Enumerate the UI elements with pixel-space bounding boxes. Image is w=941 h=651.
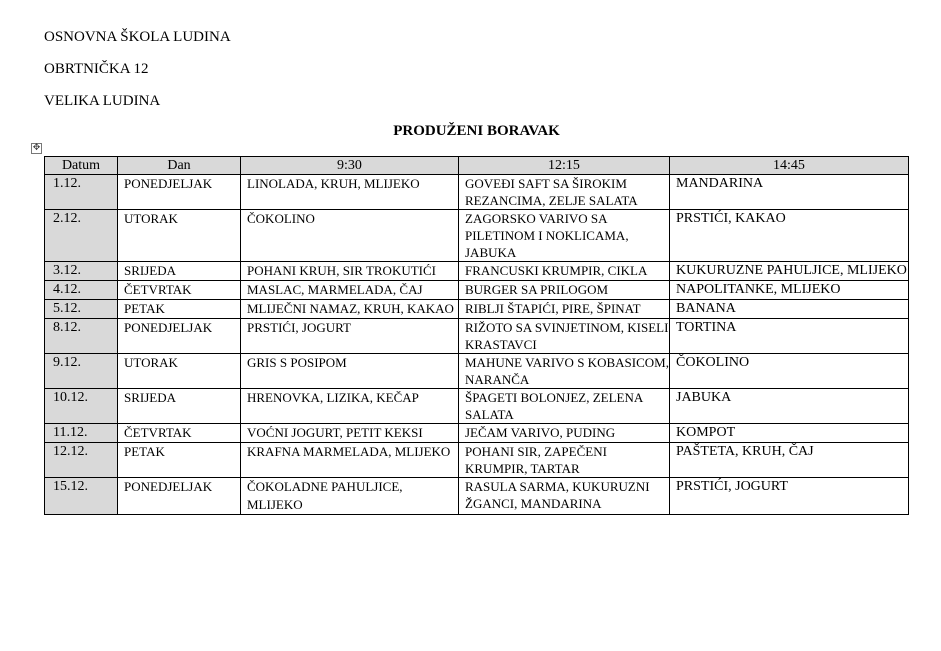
afternoon-meal-cell: KOMPOT — [670, 424, 909, 443]
afternoon-meal-cell: KUKURUZNE PAHULJICE, MLIJEKO — [670, 262, 909, 281]
day-cell: SRIJEDA — [118, 389, 241, 424]
column-header-lunch: 12:15 — [459, 157, 670, 175]
lunch-meal-cell: ZAGORSKO VARIVO SA PILETINOM I NOKLICAMA, JABUKA — [459, 210, 670, 262]
column-header-day: Dan — [118, 157, 241, 175]
day-cell: PETAK — [118, 443, 241, 478]
day-cell: ČETVRTAK — [118, 281, 241, 300]
table-row — [45, 175, 909, 210]
school-street: OBRTNIČKA 12 — [44, 61, 149, 77]
document-title: PRODUŽENI BORAVAK — [393, 123, 560, 139]
table-header-row — [45, 157, 909, 175]
table-row — [45, 210, 909, 262]
lunch-meal-cell: GOVEĐI SAFT SA ŠIROKIM REZANCIMA, ZELJE SALATA — [459, 175, 670, 210]
school-city: VELIKA LUDINA — [44, 93, 161, 109]
morning-meal-cell: PRSTIĆI, JOGURT — [241, 319, 459, 354]
morning-meal-cell: ČOKOLADNE PAHULJICE, MLIJEKO — [241, 478, 459, 515]
table-row — [45, 443, 909, 478]
lunch-meal-cell: ŠPAGETI BOLONJEZ, ZELENA SALATA — [459, 389, 670, 424]
afternoon-meal-cell: PRSTIĆI, KAKAO — [670, 210, 909, 262]
column-header-afternoon: 14:45 — [670, 157, 909, 175]
lunch-meal-cell: RIBLJI ŠTAPIĆI, PIRE, ŠPINAT — [459, 300, 670, 319]
table-row — [45, 478, 909, 515]
lunch-meal-cell: FRANCUSKI KRUMPIR, CIKLA — [459, 262, 670, 281]
afternoon-meal-cell: PRSTIĆI, JOGURT — [670, 478, 909, 515]
date-cell: 1.12. — [45, 175, 118, 210]
afternoon-meal-cell: ČOKOLINO — [670, 354, 909, 389]
table-row — [45, 262, 909, 281]
date-cell: 12.12. — [45, 443, 118, 478]
afternoon-meal-cell: TORTINA — [670, 319, 909, 354]
morning-meal-cell: LINOLADA, KRUH, MLIJEKO — [241, 175, 459, 210]
date-cell: 2.12. — [45, 210, 118, 262]
day-cell: ČETVRTAK — [118, 424, 241, 443]
table-row — [45, 319, 909, 354]
table-row — [45, 300, 909, 319]
morning-meal-cell: HRENOVKA, LIZIKA, KEČAP — [241, 389, 459, 424]
morning-meal-cell: MASLAC, MARMELADA, ČAJ — [241, 281, 459, 300]
morning-meal-cell: MLIJEČNI NAMAZ, KRUH, KAKAO — [241, 300, 459, 319]
day-cell: UTORAK — [118, 210, 241, 262]
date-cell: 10.12. — [45, 389, 118, 424]
table-row — [45, 281, 909, 300]
day-cell: PETAK — [118, 300, 241, 319]
afternoon-meal-cell: BANANA — [670, 300, 909, 319]
lunch-meal-cell: MAHUNE VARIVO S KOBASICOM, NARANČA — [459, 354, 670, 389]
afternoon-meal-cell: MANDARINA — [670, 175, 909, 210]
column-header-morning: 9:30 — [241, 157, 459, 175]
day-cell: UTORAK — [118, 354, 241, 389]
lunch-meal-cell: RASULA SARMA, KUKURUZNI ŽGANCI, MANDARINA — [459, 478, 670, 515]
lunch-meal-cell: JEČAM VARIVO, PUDING — [459, 424, 670, 443]
school-name: OSNOVNA ŠKOLA LUDINA — [44, 29, 231, 45]
date-cell: 8.12. — [45, 319, 118, 354]
lunch-meal-cell: POHANI SIR, ZAPEČENI KRUMPIR, TARTAR — [459, 443, 670, 478]
table-row — [45, 389, 909, 424]
afternoon-meal-cell: PAŠTETA, KRUH, ČAJ — [670, 443, 909, 478]
date-cell: 9.12. — [45, 354, 118, 389]
date-cell: 3.12. — [45, 262, 118, 281]
morning-meal-cell: KRAFNA MARMELADA, MLIJEKO — [241, 443, 459, 478]
date-cell: 15.12. — [45, 478, 118, 515]
afternoon-meal-cell: JABUKA — [670, 389, 909, 424]
lunch-meal-cell: BURGER SA PRILOGOM — [459, 281, 670, 300]
table-move-handle-icon[interactable]: ✥ — [32, 143, 41, 153]
morning-meal-cell: POHANI KRUH, SIR TROKUTIĆI — [241, 262, 459, 281]
lunch-meal-cell: RIŽOTO SA SVINJETINOM, KISELI KRASTAVCI — [459, 319, 670, 354]
date-cell: 4.12. — [45, 281, 118, 300]
table-row — [45, 424, 909, 443]
day-cell: SRIJEDA — [118, 262, 241, 281]
day-cell: PONEDJELJAK — [118, 478, 241, 515]
menu-table — [44, 156, 909, 515]
date-cell: 11.12. — [45, 424, 118, 443]
day-cell: PONEDJELJAK — [118, 319, 241, 354]
table-body — [45, 175, 909, 515]
table-row — [45, 354, 909, 389]
date-cell: 5.12. — [45, 300, 118, 319]
morning-meal-cell: GRIS S POSIPOM — [241, 354, 459, 389]
morning-meal-cell: VOĆNI JOGURT, PETIT KEKSI — [241, 424, 459, 443]
morning-meal-cell: ČOKOLINO — [241, 210, 459, 262]
day-cell: PONEDJELJAK — [118, 175, 241, 210]
afternoon-meal-cell: NAPOLITANKE, MLIJEKO — [670, 281, 909, 300]
column-header-date: Datum — [45, 157, 118, 175]
